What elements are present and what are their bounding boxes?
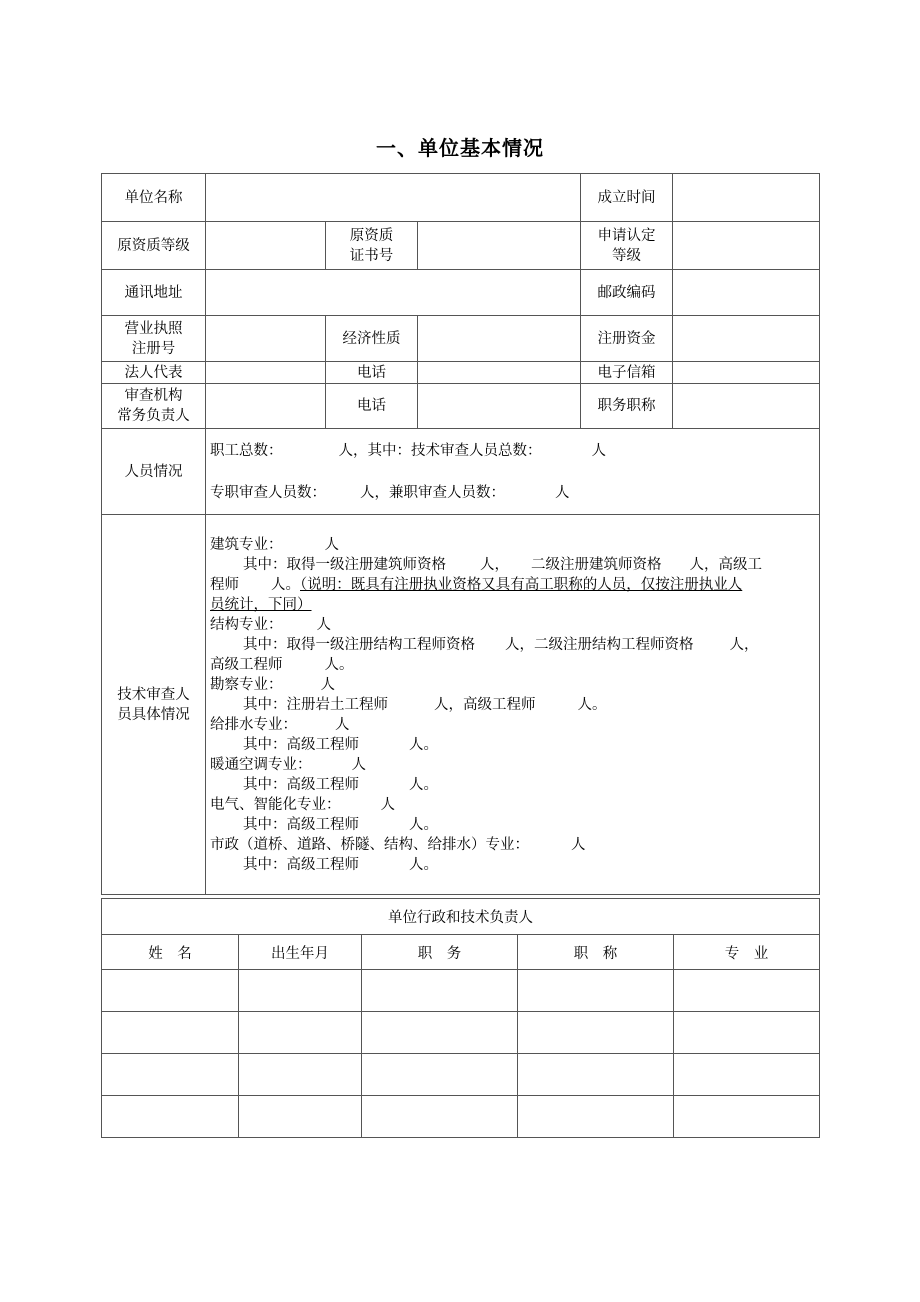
staff-fulltime-label: 专职审查人员数： xyxy=(210,484,326,501)
legal-rep-field[interactable] xyxy=(206,362,326,384)
position-cell[interactable] xyxy=(362,1054,518,1096)
hvac-end: 人。 xyxy=(409,776,438,793)
title-cell[interactable] xyxy=(518,1096,674,1138)
specialty-cell[interactable] xyxy=(674,1054,820,1096)
staff-line-2 xyxy=(210,472,815,514)
muni-senior: 其中：高级工程师 xyxy=(243,856,359,873)
survey-detail-b: 人，高级工程师 xyxy=(434,696,536,713)
hvac-label: 暖通空调专业： xyxy=(210,756,312,773)
head-label xyxy=(102,384,206,429)
position-cell[interactable] xyxy=(362,1096,518,1138)
header-specialty: 专 业 xyxy=(674,935,820,970)
orig-grade-field[interactable] xyxy=(206,222,326,270)
postcode-label: 邮政编码 xyxy=(581,270,673,316)
note-line-1: （说明：既具有注册执业资格又具有高工职称的人员，仅按注册执业人 xyxy=(300,576,743,593)
table-row xyxy=(102,970,820,1012)
hvac-detail-line xyxy=(210,775,815,795)
apply-grade-label xyxy=(581,222,673,270)
table-row xyxy=(102,1054,820,1096)
elec-label: 电气、智能化专业： xyxy=(210,796,341,813)
established-label: 成立时间 xyxy=(581,174,673,222)
apply-grade-label-line1: 申请认定 xyxy=(597,227,656,244)
struct-unit: 人 xyxy=(316,616,331,633)
table-row xyxy=(102,1012,820,1054)
tech-details xyxy=(206,515,820,895)
orig-cert-label xyxy=(326,222,418,270)
note-line-2: 员统计，下同） xyxy=(210,596,312,613)
birth-cell[interactable] xyxy=(239,1012,362,1054)
head-label-line2: 常务负责人 xyxy=(117,408,190,424)
license-field[interactable] xyxy=(206,316,326,362)
header-name: 姓 名 xyxy=(102,935,239,970)
elec-senior: 其中：高级工程师 xyxy=(243,816,359,833)
basic-info-table xyxy=(101,173,820,895)
position-cell[interactable] xyxy=(362,970,518,1012)
elec-unit: 人 xyxy=(380,796,395,813)
survey-line xyxy=(210,675,815,695)
hvac-senior: 其中：高级工程师 xyxy=(243,776,359,793)
header-title: 职 称 xyxy=(518,935,674,970)
email-label: 电子信箱 xyxy=(581,362,673,384)
orig-cert-label-line1: 原资质 xyxy=(349,227,394,244)
established-field[interactable] xyxy=(673,174,820,222)
phone-field[interactable] xyxy=(418,362,581,384)
muni-unit: 人 xyxy=(571,836,586,853)
table-row xyxy=(102,1096,820,1138)
name-cell[interactable] xyxy=(102,1096,239,1138)
water-end: 人。 xyxy=(409,736,438,753)
specialty-cell[interactable] xyxy=(674,970,820,1012)
header-position: 职 务 xyxy=(362,935,518,970)
survey-detail-c: 人。 xyxy=(577,696,607,713)
tech-label-line2: 员具体情况 xyxy=(117,706,190,723)
birth-cell[interactable] xyxy=(239,1054,362,1096)
economic-field[interactable] xyxy=(418,316,581,362)
head-label-line1: 审查机构 xyxy=(124,388,183,404)
arch-detail-d: 人，高级工 xyxy=(689,556,762,573)
water-line xyxy=(210,715,815,735)
arch-line xyxy=(210,535,815,555)
staff-tech-total-label: 人，其中：技术审查人员总数： xyxy=(338,442,542,459)
capital-label: 注册资金 xyxy=(581,316,673,362)
page-title: 一、单位基本情况 xyxy=(376,136,544,160)
unit-name-field[interactable] xyxy=(206,174,581,222)
title-cell[interactable] xyxy=(518,970,674,1012)
phone2-label: 电话 xyxy=(326,384,418,429)
note-line-2-wrap xyxy=(210,595,815,615)
economic-label: 经济性质 xyxy=(326,316,418,362)
address-label: 通讯地址 xyxy=(102,270,206,316)
muni-label: 市政（道桥、道路、桥隧、结构、给排水）专业： xyxy=(210,836,529,853)
unit-name-label: 单位名称 xyxy=(102,174,206,222)
water-unit: 人 xyxy=(335,716,350,733)
head-field[interactable] xyxy=(206,384,326,429)
postcode-field[interactable] xyxy=(673,270,820,316)
birth-cell[interactable] xyxy=(239,970,362,1012)
arch-detail-c: 二级注册建筑师资格 xyxy=(531,556,662,573)
arch-unit: 人 xyxy=(324,536,339,553)
struct-detail-e: 人。 xyxy=(324,656,354,673)
tech-label xyxy=(102,515,206,895)
struct-detail-c: 人， xyxy=(729,636,759,653)
survey-detail-a: 其中：注册岩土工程师 xyxy=(243,696,388,713)
officers-table xyxy=(101,898,820,1138)
hvac-unit: 人 xyxy=(351,756,366,773)
water-detail-line xyxy=(210,735,815,755)
license-label-line1: 营业执照 xyxy=(124,320,183,337)
struct-detail-line-2 xyxy=(210,655,815,675)
title-pos-field[interactable] xyxy=(673,384,820,429)
staff-details xyxy=(206,429,820,515)
phone-label: 电话 xyxy=(326,362,418,384)
specialty-cell[interactable] xyxy=(674,1096,820,1138)
apply-grade-label-line2: 等级 xyxy=(612,247,641,264)
struct-detail-b: 人，二级注册结构工程师资格 xyxy=(505,636,694,653)
struct-detail-a: 其中：取得一级注册结构工程师资格 xyxy=(243,636,475,653)
elec-end: 人。 xyxy=(409,816,438,833)
arch-label: 建筑专业： xyxy=(210,536,283,553)
capital-field[interactable] xyxy=(673,316,820,362)
staff-unit: 人 xyxy=(591,442,606,459)
phone2-field[interactable] xyxy=(418,384,581,429)
name-cell[interactable] xyxy=(102,970,239,1012)
arch-detail-e: 程师 xyxy=(210,576,239,593)
name-cell[interactable] xyxy=(102,1054,239,1096)
staff-label: 人员情况 xyxy=(102,429,206,515)
staff-unit-2: 人 xyxy=(555,484,570,501)
license-label xyxy=(102,316,206,362)
orig-grade-label: 原资质等级 xyxy=(102,222,206,270)
license-label-line2: 注册号 xyxy=(131,340,176,357)
arch-detail-a: 其中：取得一级注册建筑师资格 xyxy=(243,556,446,573)
email-field[interactable] xyxy=(673,362,820,384)
title-cell[interactable] xyxy=(518,1012,674,1054)
arch-detail-line xyxy=(210,555,815,575)
water-label: 给排水专业： xyxy=(210,716,297,733)
arch-note-line xyxy=(210,575,815,595)
staff-parttime-label: 人，兼职审查人员数： xyxy=(360,484,505,501)
address-field[interactable] xyxy=(206,270,581,316)
staff-line-1 xyxy=(210,430,815,472)
struct-detail-line xyxy=(210,635,815,655)
specialty-cell[interactable] xyxy=(674,1012,820,1054)
staff-total-label: 职工总数： xyxy=(210,442,283,459)
position-cell[interactable] xyxy=(362,1012,518,1054)
elec-line xyxy=(210,795,815,815)
legal-rep-label: 法人代表 xyxy=(102,362,206,384)
muni-line xyxy=(210,835,815,855)
survey-label: 勘察专业： xyxy=(210,676,283,693)
muni-detail-line xyxy=(210,855,815,875)
water-senior: 其中：高级工程师 xyxy=(243,736,359,753)
survey-detail-line xyxy=(210,695,815,715)
apply-grade-field[interactable] xyxy=(673,222,820,270)
orig-cert-field[interactable] xyxy=(418,222,581,270)
name-cell[interactable] xyxy=(102,1012,239,1054)
officers-section-title: 单位行政和技术负责人 xyxy=(102,899,820,935)
struct-detail-d: 高级工程师 xyxy=(210,656,283,673)
survey-unit: 人 xyxy=(320,676,335,693)
muni-end: 人。 xyxy=(409,856,438,873)
struct-label: 结构专业： xyxy=(210,616,283,633)
birth-cell[interactable] xyxy=(239,1096,362,1138)
header-birth: 出生年月 xyxy=(239,935,362,970)
title-cell[interactable] xyxy=(518,1054,674,1096)
hvac-line xyxy=(210,755,815,775)
arch-detail-f: 人。 xyxy=(271,576,300,593)
orig-cert-label-line2: 证书号 xyxy=(349,247,394,264)
struct-line xyxy=(210,615,815,635)
arch-detail-b: 人， xyxy=(480,556,509,573)
title-pos-label: 职务职称 xyxy=(581,384,673,429)
elec-detail-line xyxy=(210,815,815,835)
tech-label-line1: 技术审查人 xyxy=(117,686,190,703)
